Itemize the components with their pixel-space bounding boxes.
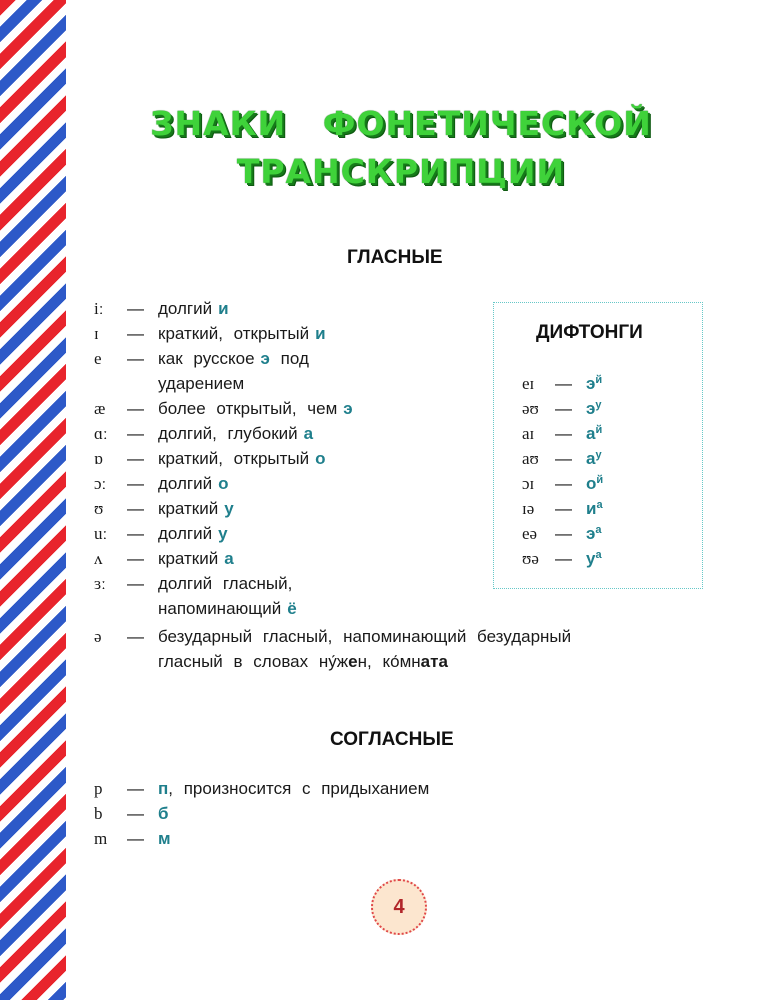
dash: — bbox=[127, 499, 144, 518]
glide-superscript: у bbox=[595, 449, 602, 461]
phonetic-symbol: ɑː bbox=[94, 424, 108, 443]
russian-equivalent: м bbox=[158, 829, 171, 848]
consonants-heading: СОГЛАСНЫЕ bbox=[330, 729, 454, 750]
consonant-description: , произносится с придыханием bbox=[168, 779, 430, 798]
glide-superscript: й bbox=[596, 474, 604, 486]
russian-equivalent: э bbox=[343, 399, 353, 418]
phonetic-symbol: ɔː bbox=[94, 474, 107, 493]
example-word-2: ко́мната bbox=[382, 652, 448, 671]
dash: — bbox=[555, 499, 572, 518]
vowels-heading: ГЛАСНЫЕ bbox=[347, 247, 443, 268]
phonetic-symbol: ɪə bbox=[522, 499, 535, 518]
dash: — bbox=[127, 804, 144, 823]
diphthongs-heading: ДИФТОНГИ bbox=[536, 322, 643, 343]
vowel-description-continuation: гласный в словах bbox=[158, 652, 309, 671]
dash: — bbox=[127, 549, 144, 568]
phonetic-symbol: m bbox=[94, 829, 108, 848]
russian-equivalent: б bbox=[158, 804, 169, 823]
russian-equivalent: э bbox=[586, 399, 596, 418]
dash: — bbox=[127, 424, 144, 443]
phonetic-symbol: eɪ bbox=[522, 374, 535, 393]
phonetic-symbol: æ bbox=[94, 399, 106, 418]
vowel-description: долгий, глубокий bbox=[158, 424, 298, 443]
vowel-description: долгий гласный, bbox=[158, 574, 293, 593]
russian-equivalent: о bbox=[315, 449, 326, 468]
vowel-description-after: под bbox=[280, 349, 309, 368]
russian-equivalent: э bbox=[260, 349, 270, 368]
dash: — bbox=[127, 627, 144, 646]
dash: — bbox=[127, 779, 144, 798]
russian-equivalent: а bbox=[303, 424, 314, 443]
dash: — bbox=[127, 474, 144, 493]
phonetic-symbol: ɪ bbox=[94, 324, 99, 343]
phonetic-symbol: p bbox=[94, 779, 103, 798]
phonetic-symbol: ʊ bbox=[94, 499, 104, 518]
russian-equivalent: а bbox=[224, 549, 234, 568]
vowel-description: как русское bbox=[158, 349, 255, 368]
russian-equivalent: и bbox=[218, 299, 229, 318]
dash: — bbox=[127, 399, 144, 418]
page-title-line1: ЗНАКИ ФОНЕТИЧЕСКОЙ bbox=[150, 104, 652, 143]
dash: — bbox=[555, 549, 572, 568]
dash: — bbox=[555, 449, 572, 468]
example-word-1: ну́жен, bbox=[318, 652, 372, 671]
glide-superscript: й bbox=[595, 374, 603, 386]
russian-equivalent: а bbox=[586, 449, 596, 468]
russian-equivalent: у bbox=[218, 524, 228, 543]
russian-equivalent: и bbox=[586, 499, 597, 518]
phonetic-symbol: aʊ bbox=[522, 449, 539, 468]
glide-superscript: а bbox=[596, 499, 603, 511]
phonetic-symbol: eə bbox=[522, 524, 538, 543]
vowel-description: безударный гласный, напоминающий безударный bbox=[158, 627, 572, 646]
vowel-description: более открытый, чем bbox=[158, 399, 338, 418]
russian-equivalent: э bbox=[586, 524, 596, 543]
glide-superscript: а bbox=[595, 524, 602, 536]
phonetic-symbol: əʊ bbox=[522, 399, 539, 418]
dash: — bbox=[555, 424, 572, 443]
phonetic-symbol: ə bbox=[94, 627, 102, 646]
phonetic-symbol: ɜː bbox=[94, 574, 106, 593]
phonetic-symbol: ʊə bbox=[522, 549, 539, 568]
vowel-description-continuation: ударением bbox=[158, 374, 245, 393]
russian-equivalent: п bbox=[158, 779, 169, 798]
russian-equivalent: у bbox=[586, 549, 596, 568]
vowel-description: краткий, открытый bbox=[158, 324, 310, 343]
vowel-description: долгий bbox=[158, 524, 213, 543]
dash: — bbox=[555, 374, 572, 393]
phonetic-symbol: ʌ bbox=[94, 549, 103, 568]
phonetic-symbol: ɔɪ bbox=[522, 474, 535, 493]
dash: — bbox=[555, 474, 572, 493]
phonetic-symbol: iː bbox=[94, 299, 104, 318]
russian-equivalent: ё bbox=[287, 599, 297, 618]
vowel-description: краткий, открытый bbox=[158, 449, 310, 468]
dash: — bbox=[555, 524, 572, 543]
vowel-description: краткий bbox=[158, 499, 219, 518]
dash: — bbox=[127, 349, 144, 368]
dash: — bbox=[127, 449, 144, 468]
russian-equivalent: а bbox=[586, 424, 596, 443]
phonetic-symbol: aɪ bbox=[522, 424, 535, 443]
russian-equivalent: и bbox=[315, 324, 326, 343]
vowel-description: краткий bbox=[158, 549, 219, 568]
dash: — bbox=[127, 324, 144, 343]
glide-superscript: у bbox=[595, 399, 602, 411]
russian-equivalent: о bbox=[218, 474, 229, 493]
vowel-description-continuation: напоминающий bbox=[158, 599, 282, 618]
dash: — bbox=[127, 524, 144, 543]
dash: — bbox=[555, 399, 572, 418]
dash: — bbox=[127, 829, 144, 848]
page-title-line2: ТРАНСКРИПЦИИ bbox=[236, 152, 566, 191]
decorative-stripes bbox=[0, 0, 66, 1000]
dash: — bbox=[127, 574, 144, 593]
russian-equivalent: э bbox=[586, 374, 596, 393]
vowel-description: долгий bbox=[158, 474, 213, 493]
page-number: 4 bbox=[371, 879, 427, 935]
glide-superscript: й bbox=[595, 424, 603, 436]
phonetic-symbol: uː bbox=[94, 524, 108, 543]
phonetic-symbol: e bbox=[94, 349, 102, 368]
phonetic-symbol: b bbox=[94, 804, 103, 823]
phonetic-symbol: ɒ bbox=[94, 449, 103, 468]
glide-superscript: а bbox=[595, 549, 602, 561]
russian-equivalent: у bbox=[224, 499, 234, 518]
vowel-description: долгий bbox=[158, 299, 213, 318]
russian-equivalent: о bbox=[586, 474, 597, 493]
dash: — bbox=[127, 299, 144, 318]
